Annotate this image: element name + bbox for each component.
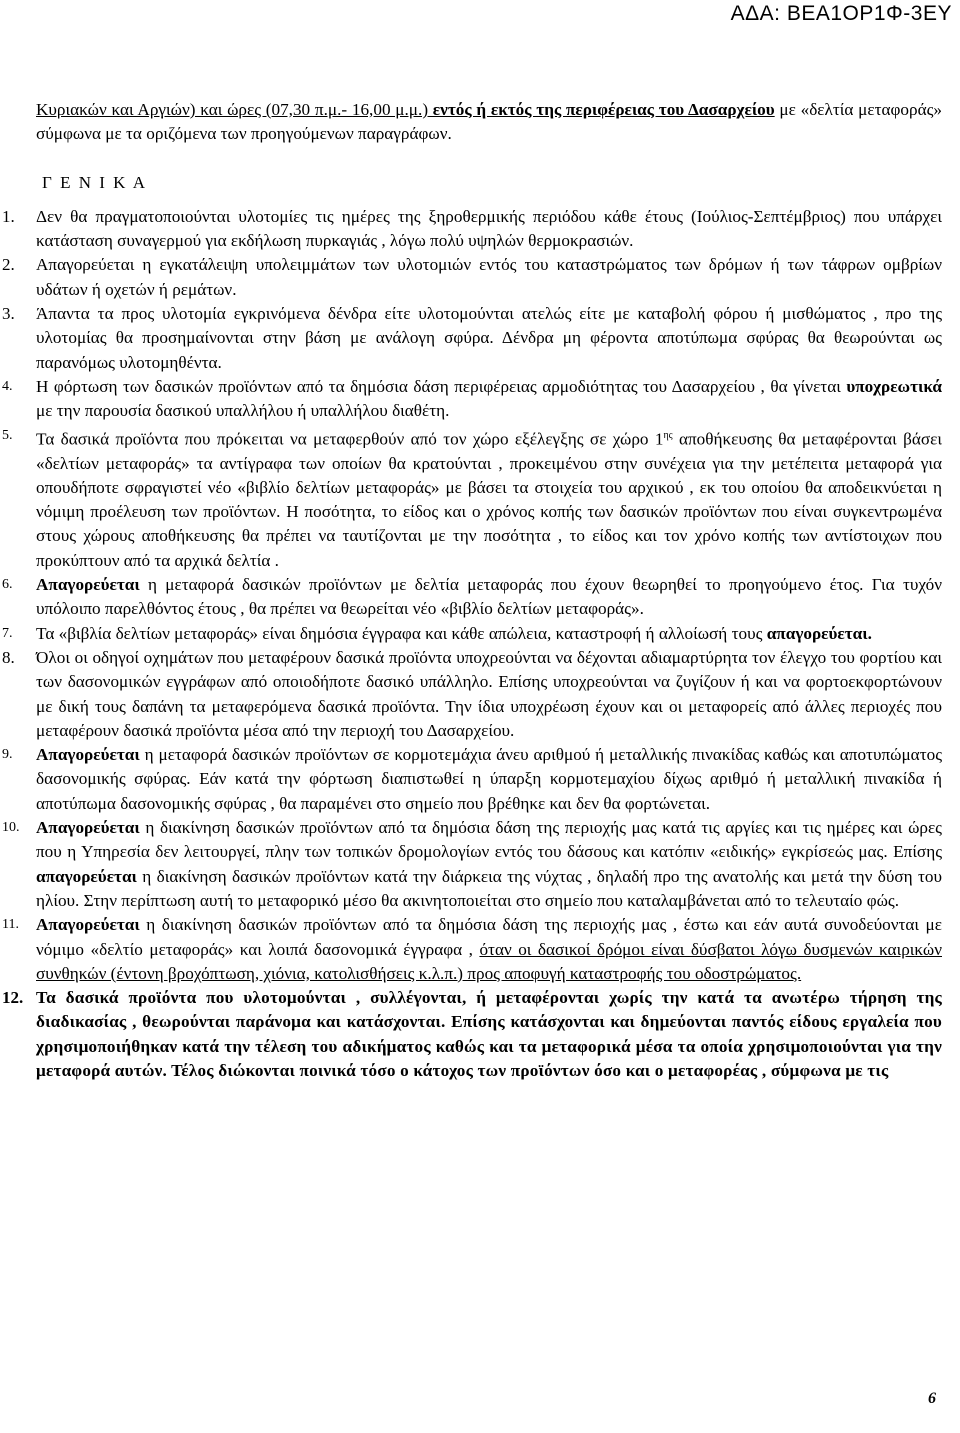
item-text: Τα δασικά προϊόντα που υλοτομούνται , συλλέγονται, ή μεταφέρονται χωρίς την κατά τα ανωτέρω τήρηση της διαδικασίας , θεωρούνται παράνομα και κατάσχονται. Επίσης κατάσχονται και δημεύονται παντός είδους εργαλεία που χρησιμοποιήθηκαν κατά την τέλεση του αδικήματος καθώς και τα μεταφορικά μέσα τα οποία χρησιμοποιούνται για την μεταφορά αυτών. Τέλος διώκονται ποινικά τόσο ο κάτοχος των προϊόντων όσο και ο μεταφορέας , σύμφωνα με τις [36, 988, 942, 1081]
item-text-part: η διακίνηση δασικών προϊόντων από τα δημόσια δάση της περιοχής μας , έστω και εάν αυτά συνοδεύονται με νόμιμο «δελτίο μεταφοράς» και λοιπά δασονομικά έγγραφα , [36, 915, 942, 959]
list-item-4 [2, 375, 942, 424]
item-text: Όλοι οι οδηγοί οχημάτων που μεταφέρουν δασικά προϊόντα υποχρεούνται να δέχονται αδιαμαρτύρητα τον έλεγχο του φορτίου και των δασονομικών εγγράφων από οποιοδήποτε δασικό υπάλληλο. Επίσης υποχρεούνται να ζυγίζουν ή και να φορτοεκφορτώνουν με δική τους δαπάνη τα μεταφερόμενα δασικά προϊόντα. Την ίδια υποχρέωση έχουν και οι μεταφορείς από άλλες περιοχές που μεταφέρουν δασικά προϊόντα μέσα από την περιοχή του Δασαρχείου. [36, 647, 942, 740]
item-number: 11. [2, 917, 19, 933]
document-body [2, 98, 943, 1083]
superscript: ης [663, 429, 673, 441]
item-text-bold: Απαγορεύεται [36, 915, 140, 935]
intro-bold: εντός ή εκτός της περιφέρειας του Δασαρχείου [428, 100, 775, 119]
item-text-bold: υποχρεωτικά [846, 376, 942, 396]
item-text-bold: Απαγορεύεται [36, 818, 140, 838]
list-item-9 [2, 743, 942, 816]
list-item-12 [2, 986, 942, 1083]
item-text-underlined: όταν οι δασικοί δρόμοι είναι δύσβατοι λόγω δυσμενών καιρικών συνθηκών (έντονη βροχόπτωση, χιόνια, κατολισθήσεις κ.λ.π.) προς αποφυγή καταστροφής του οδοστρώματος. [36, 939, 942, 983]
section-title: Γ Ε Ν Ι Κ Α [42, 172, 148, 192]
item-text [36, 913, 942, 986]
item-text-part: Τα δασικά προϊόντα που πρόκειται να μεταφερθούν από τον χώρο εξέλεγξης σε χώρο 1 [36, 429, 664, 449]
item-number: 10. [2, 820, 20, 836]
item-text: Άπαντα τα προς υλοτομία εγκρινόμενα δένδρα είτε υλοτομούνται ατελώς είτε με καταβολή φόρου ή μισθώματος , προ της υλοτομίας θα προσημαίνονται στην βάση με ανάλογη σφύρα. Δένδρα μη φέροντα αποτύπωμα σφύρας θα θεωρούνται ως παρανόμως υλοτομηθέντα. [36, 304, 942, 372]
item-number: 9. [2, 747, 13, 763]
item-number: 6. [2, 577, 13, 593]
page-number: 6 [928, 1390, 936, 1407]
list-item-7 [2, 622, 942, 646]
list-item-6 [2, 573, 942, 622]
item-text-bold: Απαγορεύεται [36, 745, 140, 765]
item-text-bold: απαγορεύεται [36, 866, 137, 886]
item-text [36, 816, 942, 913]
item-text-part: αποθήκευσης θα μεταφέρονται βάσει «δελτίων μεταφοράς» τα αντίγραφα των οποίων θα κρατούνται , προκειμένου στην συνέχεια για την μετέπειτα μεταφορά για οπουδήποτε σφραγιστεί νέο «βιβλίο δελτίων μεταφοράς» με βάσει τα στοιχεία του αρχικού , εκ του οποίου θα αποδεικνύεται η νόμιμη προέλευση των προϊόντων. Η ποσότητα, το είδος και ο χρόνος κοπής των δασικών προϊόντων που είναι συγκεντρωμένα στους χώρους αποθήκευσης θα πρέπει να ταυτίζονται με την ποσότητα , το είδος και τον χρόνο κοπής των αντίστοιχων που προκύπτουν από τα αρχικά δελτία . [36, 429, 943, 570]
ada-code: ΑΔΑ: ΒΕΑ1ΟΡ1Φ-3ΕΥ [730, 2, 952, 25]
item-text: Απαγορεύεται η εγκατάλειψη υπολειμμάτων των υλοτομιών εντός του καταστρώματος των δρόμων ή των τάφρων ομβρίων υδάτων ή οχετών ή ρεμάτων. [36, 255, 942, 299]
item-text-part: Τα «βιβλία δελτίων μεταφοράς» είναι δημόσια έγγραφα και κάθε απώλεια, καταστροφή ή αλλοίωσή τους [36, 623, 767, 643]
list-item-5 [2, 424, 943, 574]
intro-paragraph [36, 98, 942, 147]
list-item-2 [2, 253, 942, 302]
item-text-part: με την παρουσία δασικού υπαλλήλου ή υπαλλήλου διαθέτη. [36, 401, 450, 421]
item-number: 12. [2, 988, 24, 1008]
item-text [36, 622, 942, 646]
list-item-1 [2, 205, 942, 254]
item-number: 5. [2, 427, 13, 443]
item-text: Δεν θα πραγματοποιούνται υλοτομίες τις ημέρες της ξηροθερμικής περιόδου κάθε έτους (Ιούλιος-Σεπτέμβριος) που υπάρχει κατάσταση συναγερμού για εκδήλωση πυρκαγιάς , λόγω πολύ υψηλών θερμοκρασιών. [36, 206, 942, 251]
list-item-3 [2, 302, 942, 375]
list-item-8 [2, 646, 942, 743]
item-number: 8. [2, 647, 15, 667]
list-item-10 [2, 816, 942, 913]
item-number: 3. [2, 304, 15, 324]
item-number: 1. [2, 206, 15, 226]
item-text-bold: Απαγορεύεται [36, 575, 140, 595]
item-number: 2. [2, 255, 15, 275]
item-text-part: η διακίνηση δασικών προϊόντων κατά την διάρκεια της νύχτας , δηλαδή προ της ανατολής και μετά την δύση του ηλίου. Στην περίπτωση αυτή το μεταφορικό μέσο θα ακινητοποιείται στο σημείο που καταλαμβάνεται από το τελευταίο φώς. [36, 866, 942, 910]
item-text-part: η μεταφορά δασικών προϊόντων με δελτία μεταφοράς που έχουν θεωρηθεί το προηγούμενο έτος. Για τυχόν υπόλοιπο παρελθόντος έτους , θα πρέπει να θεωρείται νέο «βιβλίο δελτίων μεταφοράς». [36, 575, 942, 619]
item-text-part: η μεταφορά δασικών προϊόντων σε κορμοτεμάχια άνευ αριθμού ή μεταλλικής πινακίδας καθώς και αποτυπώματος δασονομικής σφύρας. Εάν κατά την φόρτωση διαπιστωθεί η ύπαρξη κορμοτεμαχίου δίχως αριθμό ή μεταλλική πινακίδα ή αποτύπωμα δασονομικής σφύρας , θα παραμένει στο σημείο που βρέθηκε και δεν θα φορτώνεται. [36, 745, 942, 813]
item-text-part: Η φόρτωση των δασικών προϊόντων από τα δημόσια δάση περιφέρειας αρμοδιότητας του Δασαρχείου , θα γίνεται [36, 376, 847, 396]
item-text [36, 743, 942, 816]
item-number: 4. [2, 378, 13, 394]
item-text [36, 424, 942, 574]
item-number: 7. [2, 625, 13, 641]
list-item-11 [2, 913, 942, 986]
intro-underlined: Κυριακών και Αργιών) και ώρες (07,30 π.μ.- 16,00 μ.μ.) [36, 100, 429, 119]
numbered-list [2, 205, 943, 1083]
item-text-part: η διακίνηση δασικών προϊόντων από τα δημόσια δάση της περιοχής μας κατά τις αργίες και τις ημέρες και ώρες που η Υπηρεσία δεν λειτουργεί, πλην των τοπικών δρομολογίων εντός του δάσους και κατόπιν «ειδικής» εγκρίσεώς μας. Επίσης [36, 818, 942, 862]
item-text [36, 573, 942, 622]
item-text-bold: απαγορεύεται. [766, 623, 872, 643]
item-text [36, 375, 942, 424]
intro-rest: με «δελτία μεταφοράς» σύμφωνα με τα οριζόμενα των προηγούμενων παραγράφων. [36, 100, 942, 144]
